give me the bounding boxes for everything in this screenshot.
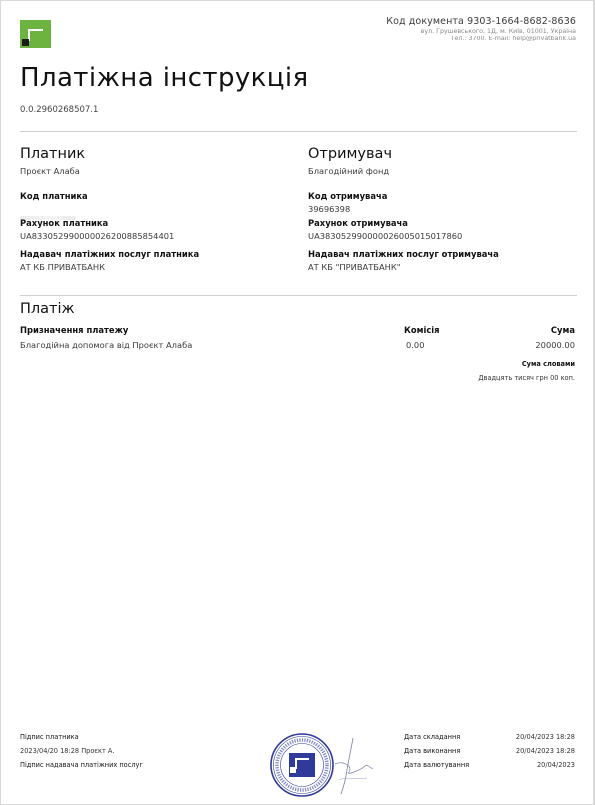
date-created-value: 20/04/2023 18:28 <box>515 733 575 741</box>
recipient-provider-value: АТ КБ "ПРИВАТБАНК" <box>308 262 401 272</box>
recipient-heading: Отримувач <box>308 146 393 162</box>
commission-value: 0.00 <box>406 340 425 350</box>
date-created-label: Дата складання <box>404 733 461 741</box>
payer-heading: Платник <box>20 146 86 162</box>
bank-contacts: Тел.: 3700. E-mail: help@privatbank.ua <box>450 36 576 41</box>
privatbank-logo-icon <box>20 20 51 48</box>
purpose-value: Благодійна допомога від Проєкт Алаба <box>20 340 193 350</box>
page-title: Платіжна інструкція <box>20 63 309 93</box>
commission-label: Комісія <box>404 325 440 335</box>
date-executed-label: Дата виконання <box>404 747 461 755</box>
payer-code-label: Код платника <box>20 191 88 201</box>
divider <box>20 295 577 296</box>
bank-address: вул. Грушевського, 1Д, м. Київ, 01001, Україна <box>420 28 576 35</box>
payer-section <box>20 146 290 272</box>
document-code: Код документа 9303-1664-8682-8636 <box>386 16 576 27</box>
date-executed-value: 20/04/2023 18:28 <box>515 747 575 755</box>
amount-words-label: Сума словами <box>521 360 575 368</box>
date-valuation-value: 20/04/2023 <box>536 761 575 769</box>
recipient-section <box>308 146 578 272</box>
recipient-code-value: 39696398 <box>308 204 351 214</box>
recipient-name: Благодійний фонд <box>308 166 390 176</box>
handwritten-signature-icon <box>331 736 376 796</box>
amount-value: 20000.00 <box>535 340 575 350</box>
date-valuation-label: Дата валютування <box>404 761 470 769</box>
recipient-code-label: Код отримувача <box>308 191 388 201</box>
payer-name: Проєкт Алаба <box>20 166 80 176</box>
payer-signature-value: 2023/04/20 18:28 Проєкт А. <box>20 747 115 755</box>
payer-provider-label: Надавач платіжних послуг платника <box>20 249 200 259</box>
recipient-account-value: UA383052990000026005015017860 <box>308 231 463 241</box>
amount-label: Сума <box>550 325 575 335</box>
recipient-provider-label: Надавач платіжних послуг отримувача <box>308 249 499 259</box>
payment-heading: Платіж <box>20 301 75 317</box>
recipient-account-label: Рахунок отримувача <box>308 218 408 228</box>
document-header-info <box>386 16 576 41</box>
amount-words-value: Двадцять тисяч грн 00 коп. <box>478 374 575 382</box>
payer-account-value: UA833052990000026200885854401 <box>20 231 175 241</box>
payer-provider-value: АТ КБ ПРИВАТБАНК <box>20 262 105 272</box>
payment-instruction-document <box>1 1 593 804</box>
purpose-label: Призначення платежу <box>20 325 129 335</box>
instruction-number: 0.0.2960268507.1 <box>20 105 99 115</box>
bank-stamp-icon <box>269 732 335 798</box>
payer-signature-label: Підпис платника <box>20 733 79 741</box>
provider-signature-label: Підпис надавача платіжних послуг <box>20 761 143 769</box>
divider <box>20 131 577 132</box>
payer-account-label: Рахунок платника <box>20 218 109 228</box>
